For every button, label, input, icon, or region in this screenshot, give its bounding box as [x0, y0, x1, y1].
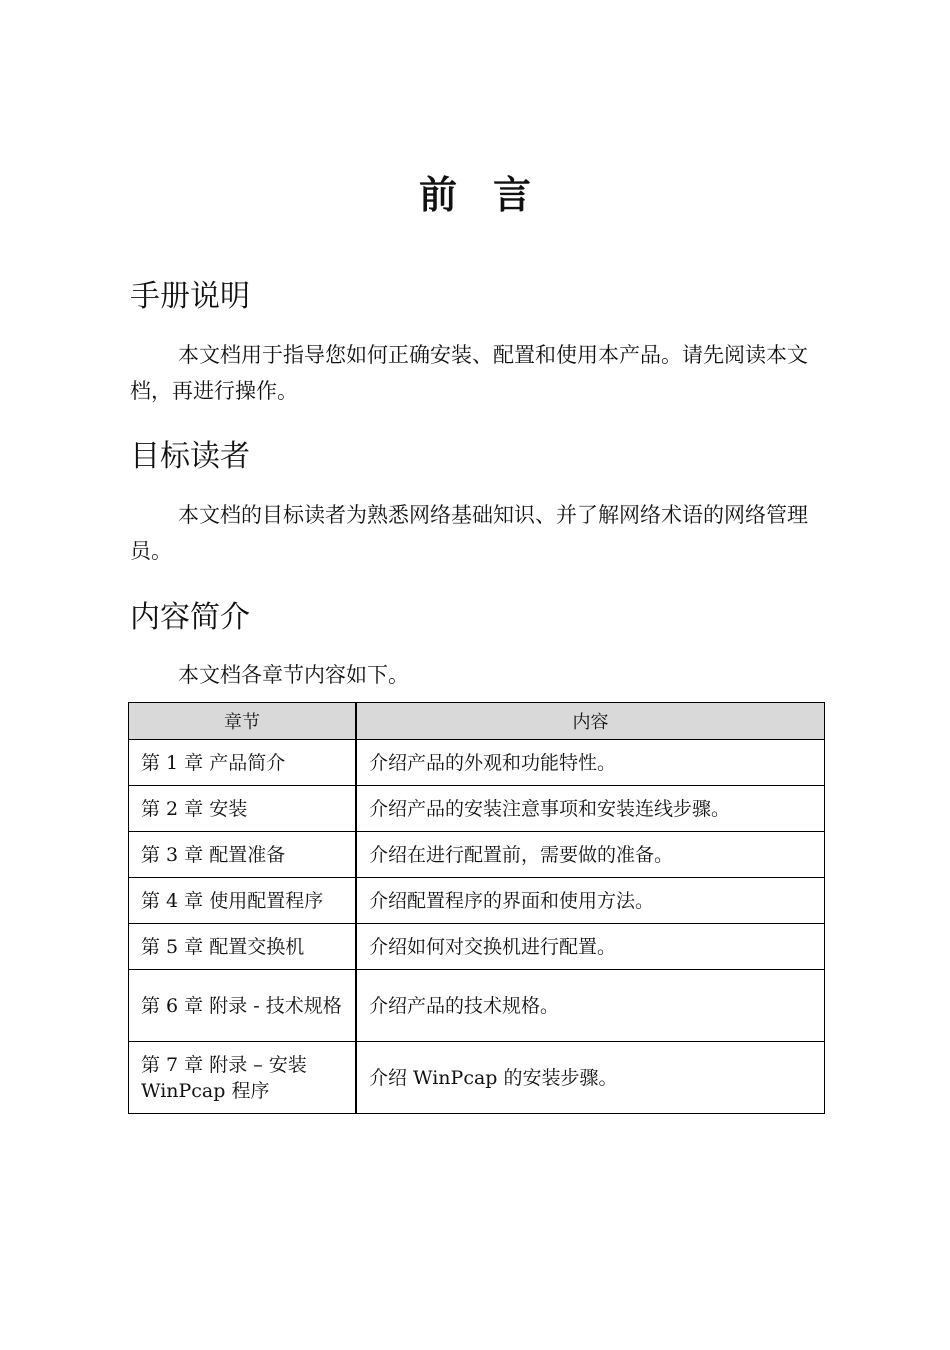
page-title — [0, 170, 950, 220]
table-header-row — [129, 703, 825, 740]
section-body-manual: 本文档用于指导您如何正确安装、配置和使用本产品。请先阅读本文档，再进行操作。 — [130, 343, 808, 403]
table-cell-chapter: 第 7 章 附录 – 安装 WinPcap 程序 — [129, 1042, 357, 1114]
table-cell-content: 介绍产品的技术规格。 — [356, 970, 825, 1042]
table-cell-content: 介绍产品的外观和功能特性。 — [356, 740, 825, 786]
page-title-char-1: 前 — [418, 173, 457, 217]
table-header-chapter: 章节 — [129, 703, 357, 740]
table-cell-content: 介绍在进行配置前，需要做的准备。 — [356, 832, 825, 878]
table-cell-chapter: 第 6 章 附录 - 技术规格 — [129, 970, 357, 1042]
section-body-audience: 本文档的目标读者为熟悉网络基础知识、并了解网络术语的网络管理员。 — [130, 503, 808, 563]
table-cell-content: 介绍产品的安装注意事项和安装连线步骤。 — [356, 786, 825, 832]
table-cell-content: 介绍如何对交换机进行配置。 — [356, 924, 825, 970]
table-header-content: 内容 — [356, 703, 825, 740]
table-row — [129, 832, 825, 878]
table-cell-chapter: 第 1 章 产品简介 — [129, 740, 357, 786]
table-row — [129, 740, 825, 786]
table-row — [129, 786, 825, 832]
section-heading-manual: 手册说明 — [130, 279, 250, 314]
table-cell-content: 介绍 WinPcap 的安装步骤。 — [356, 1042, 825, 1114]
table-row — [129, 1042, 825, 1114]
table-cell-chapter: 第 5 章 配置交换机 — [129, 924, 357, 970]
section-heading-contents: 内容简介 — [130, 600, 250, 635]
table-cell-chapter: 第 3 章 配置准备 — [129, 832, 357, 878]
section-heading-audience: 目标读者 — [130, 439, 250, 474]
table-cell-chapter: 第 2 章 安装 — [129, 786, 357, 832]
table-row — [129, 878, 825, 924]
table-row — [129, 924, 825, 970]
page-title-char-2: 言 — [493, 173, 532, 217]
table-row — [129, 970, 825, 1042]
table-cell-content: 介绍配置程序的界面和使用方法。 — [356, 878, 825, 924]
table-cell-chapter: 第 4 章 使用配置程序 — [129, 878, 357, 924]
chapter-table — [128, 702, 825, 1114]
section-body-contents: 本文档各章节内容如下。 — [178, 663, 409, 687]
